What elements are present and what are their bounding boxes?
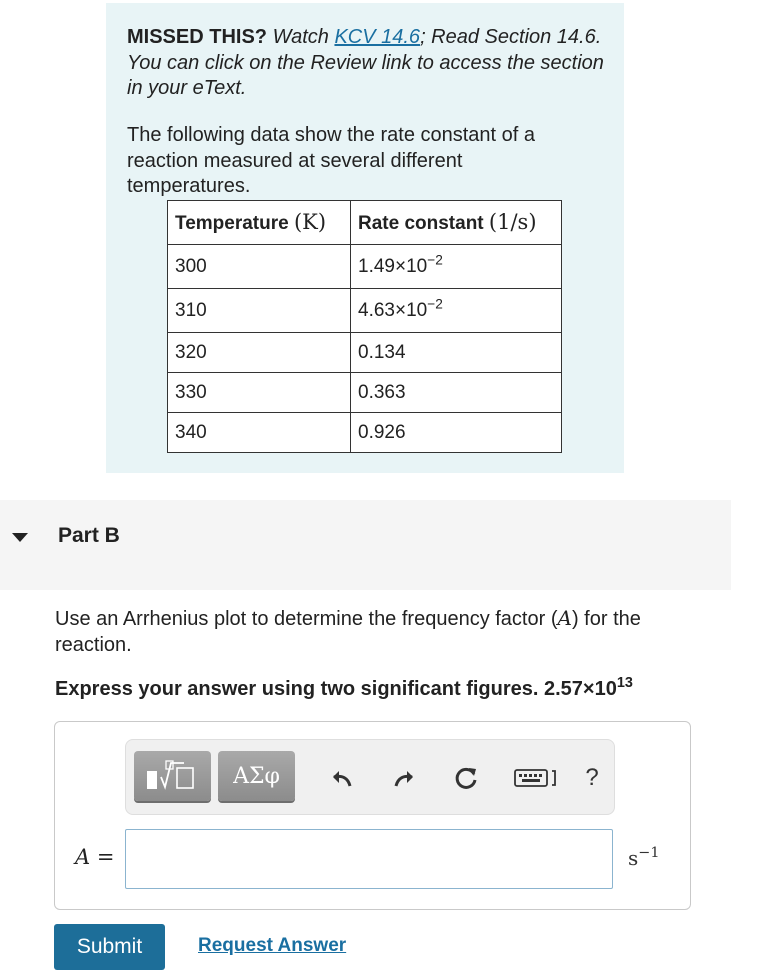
answer-label: A = bbox=[75, 845, 115, 869]
submit-button[interactable]: Submit bbox=[54, 924, 165, 970]
keyboard-icon[interactable] bbox=[514, 764, 558, 792]
redo-icon[interactable] bbox=[390, 764, 418, 792]
request-answer-link[interactable]: Request Answer bbox=[198, 935, 347, 956]
part-title: Part B bbox=[58, 524, 120, 547]
intro-text: The following data show the rate constant of a reaction measured at several different temperatures. bbox=[127, 124, 536, 197]
express-instruction: Express your answer using two significant figures. $2.57\times 10^{13}$ bbox=[55, 675, 633, 700]
caret-down-icon[interactable] bbox=[12, 533, 28, 542]
rate-cell: 0.134 bbox=[351, 333, 562, 373]
table-row bbox=[168, 413, 562, 453]
answer-input[interactable] bbox=[125, 829, 613, 889]
rate-cell: $1.49\times 10^{-2}$ bbox=[351, 245, 562, 289]
header-temperature: Temperature (K) bbox=[168, 201, 351, 245]
hint-rest: ; Read Section 14.6. You can click on the Review link to access the section in your eText. bbox=[127, 26, 604, 99]
rate-cell: 0.363 bbox=[351, 373, 562, 413]
missed-label: MISSED THIS? bbox=[127, 26, 268, 48]
part-b-header[interactable] bbox=[0, 500, 731, 590]
temp-cell: 330 bbox=[168, 373, 351, 413]
table-row bbox=[168, 289, 562, 333]
hint-text bbox=[127, 25, 612, 102]
table-header-row bbox=[168, 201, 562, 245]
math-toolbar bbox=[125, 739, 615, 815]
header-rate-constant: Rate constant (1/s) bbox=[351, 201, 562, 245]
help-icon[interactable]: ? bbox=[585, 764, 599, 791]
hint-box bbox=[106, 3, 624, 473]
kcv-link[interactable]: KCV 14.6 bbox=[334, 26, 421, 48]
rate-cell: $4.63\times 10^{-2}$ bbox=[351, 289, 562, 333]
rate-cell: 0.926 bbox=[351, 413, 562, 453]
watch-text: Watch bbox=[267, 26, 335, 48]
temp-cell: 310 bbox=[168, 289, 351, 333]
symbols-button[interactable]: ΑΣφ bbox=[218, 751, 295, 801]
temp-cell: 300 bbox=[168, 245, 351, 289]
table-row bbox=[168, 245, 562, 289]
table-row bbox=[168, 373, 562, 413]
question-text: Use an Arrhenius plot to determine the frequency factor (A) for the reaction. bbox=[55, 606, 641, 656]
table-row bbox=[168, 333, 562, 373]
temp-cell: 340 bbox=[168, 413, 351, 453]
templates-button[interactable] bbox=[134, 751, 211, 801]
data-table bbox=[167, 200, 562, 453]
answer-panel bbox=[54, 721, 691, 910]
unit-label: $s^{-1}$ bbox=[628, 845, 660, 870]
temp-cell: 320 bbox=[168, 333, 351, 373]
reset-icon[interactable] bbox=[452, 764, 480, 792]
templates-icon bbox=[144, 759, 202, 793]
undo-icon[interactable] bbox=[328, 764, 356, 792]
